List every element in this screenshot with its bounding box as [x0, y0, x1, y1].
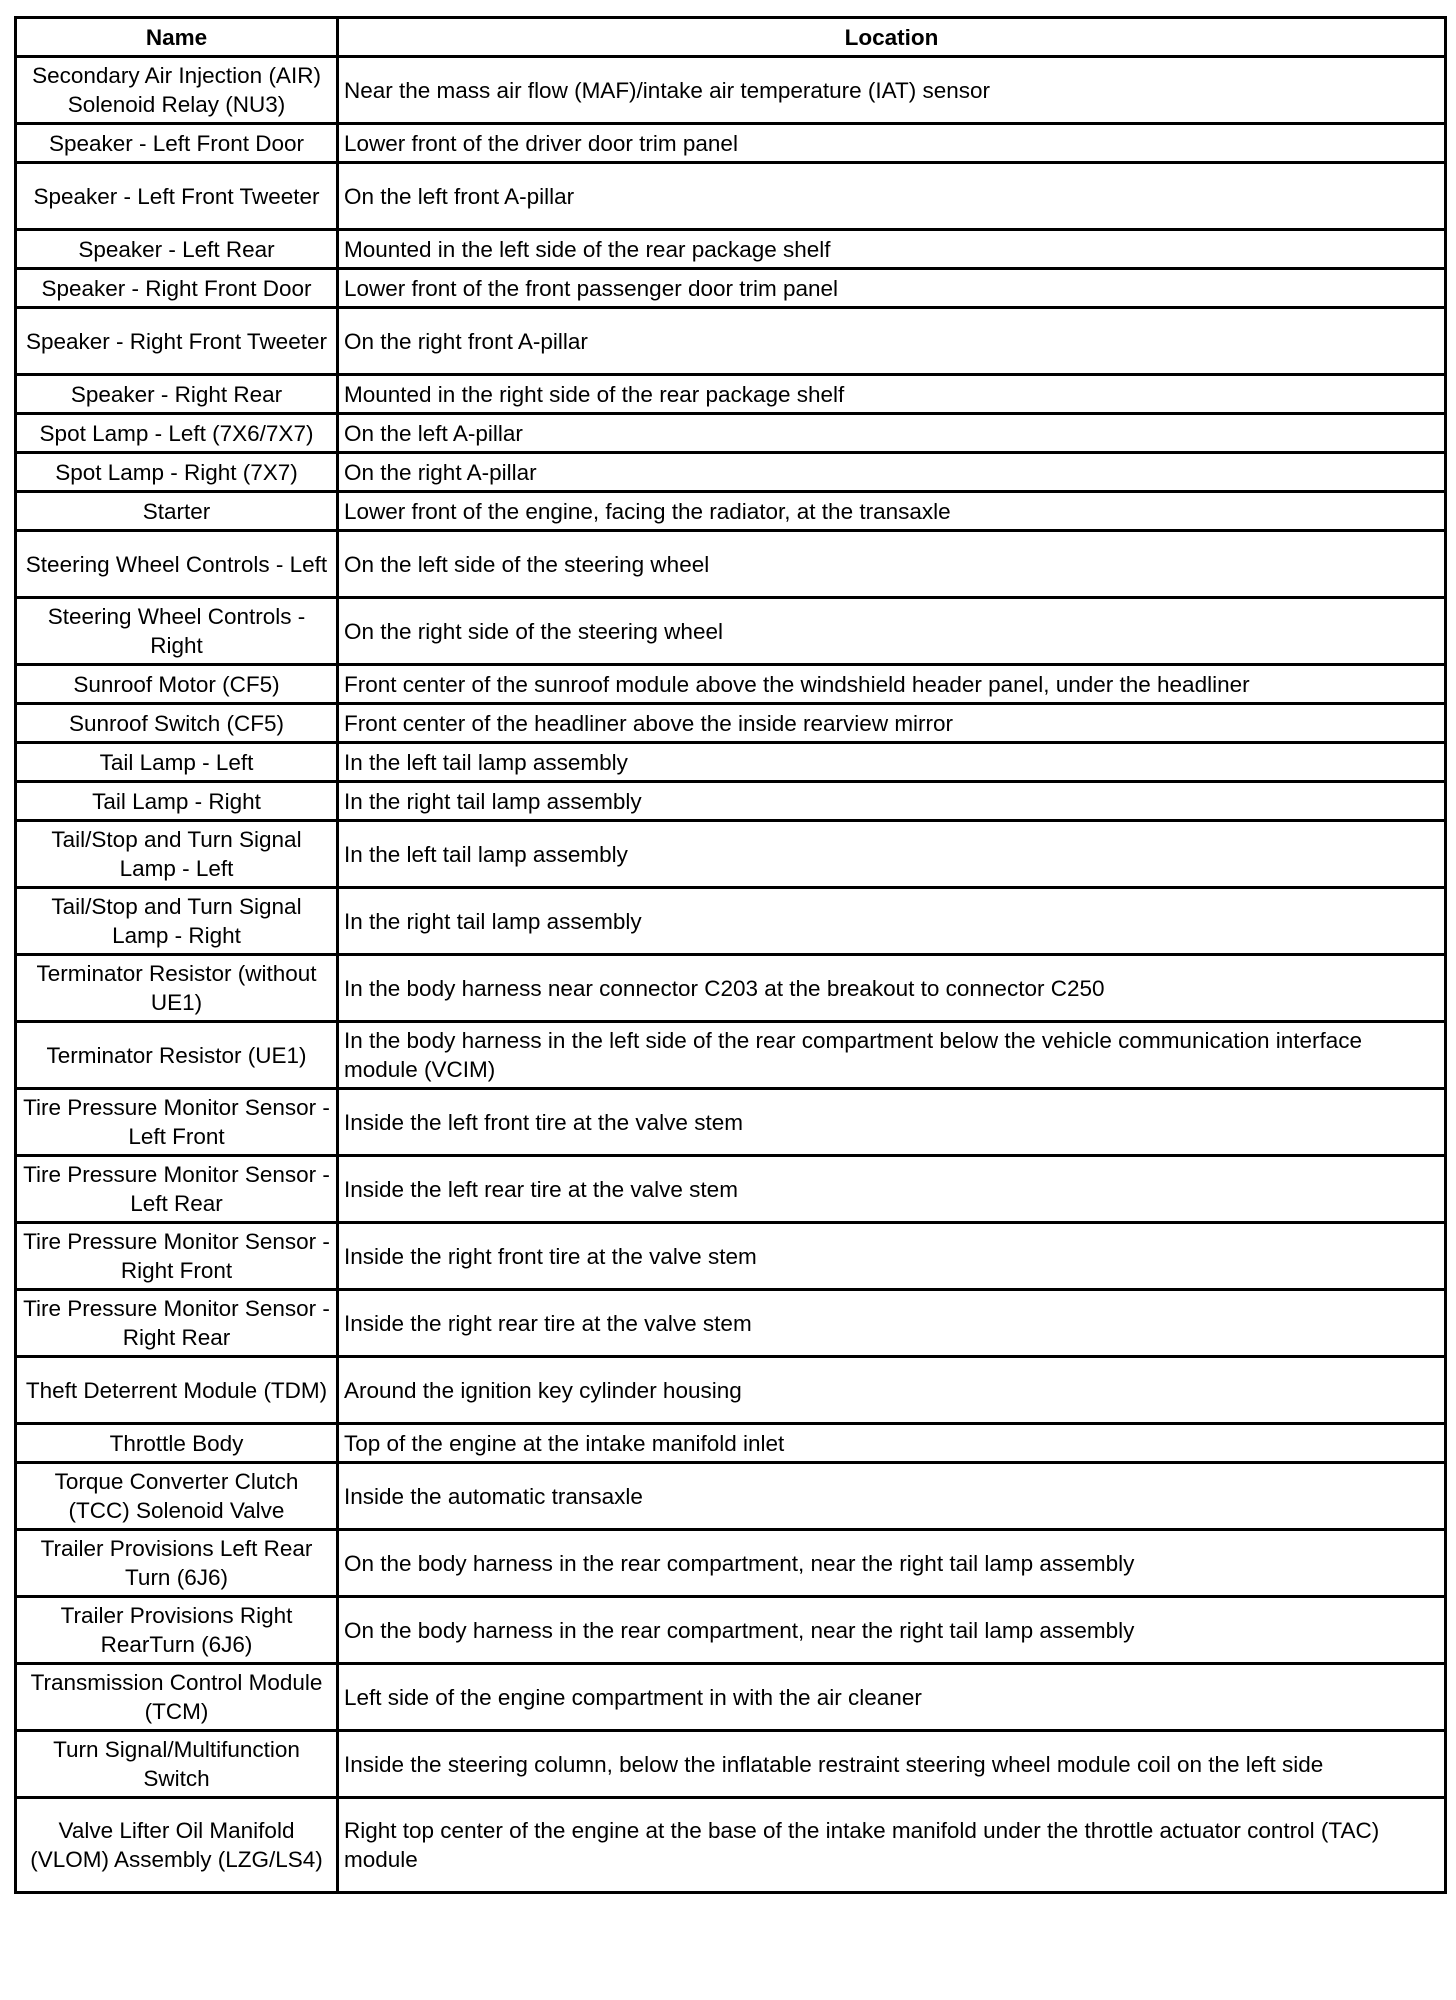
component-name-cell: Tire Pressure Monitor Sensor - Right Rear: [16, 1290, 338, 1357]
component-location-cell: Around the ignition key cylinder housing: [338, 1357, 1446, 1424]
component-location-cell: In the body harness near connector C203 at the breakout to connector C250: [338, 955, 1446, 1022]
component-location-cell: In the right tail lamp assembly: [338, 888, 1446, 955]
component-name-cell: Terminator Resistor (without UE1): [16, 955, 338, 1022]
table-row: [16, 665, 1446, 704]
table-row: [16, 1597, 1446, 1664]
component-location-cell: Inside the right rear tire at the valve stem: [338, 1290, 1446, 1357]
location-column-header: Location: [338, 18, 1446, 57]
component-location-cell: Front center of the sunroof module above the windshield header panel, under the headliner: [338, 665, 1446, 704]
component-name-cell: Steering Wheel Controls - Left: [16, 531, 338, 598]
table-row: [16, 163, 1446, 230]
component-name-cell: Trailer Provisions Left Rear Turn (6J6): [16, 1530, 338, 1597]
component-location-cell: Lower front of the engine, facing the radiator, at the transaxle: [338, 492, 1446, 531]
component-name-cell: Spot Lamp - Right (7X7): [16, 453, 338, 492]
component-name-cell: Throttle Body: [16, 1424, 338, 1463]
component-name-cell: Starter: [16, 492, 338, 531]
header-row: [16, 18, 1446, 57]
table-row: [16, 888, 1446, 955]
component-name-cell: Speaker - Left Front Door: [16, 124, 338, 163]
component-name-cell: Tail Lamp - Right: [16, 782, 338, 821]
component-location-cell: On the right side of the steering wheel: [338, 598, 1446, 665]
name-column-header: Name: [16, 18, 338, 57]
component-location-cell: Lower front of the front passenger door trim panel: [338, 269, 1446, 308]
table-row: [16, 1223, 1446, 1290]
component-name-cell: Spot Lamp - Left (7X6/7X7): [16, 414, 338, 453]
component-location-cell: Mounted in the left side of the rear package shelf: [338, 230, 1446, 269]
component-location-cell: In the left tail lamp assembly: [338, 821, 1446, 888]
component-name-cell: Speaker - Right Front Door: [16, 269, 338, 308]
component-location-cell: On the body harness in the rear compartment, near the right tail lamp assembly: [338, 1597, 1446, 1664]
table-header: [16, 18, 1446, 57]
component-location-cell: On the left front A-pillar: [338, 163, 1446, 230]
component-location-cell: Top of the engine at the intake manifold inlet: [338, 1424, 1446, 1463]
component-location-cell: Near the mass air flow (MAF)/intake air temperature (IAT) sensor: [338, 57, 1446, 124]
component-name-cell: Sunroof Switch (CF5): [16, 704, 338, 743]
component-name-cell: Tire Pressure Monitor Sensor - Left Front: [16, 1089, 338, 1156]
table-row: [16, 414, 1446, 453]
component-location-cell: In the body harness in the left side of the rear compartment below the vehicle communication interface module (VCIM): [338, 1022, 1446, 1089]
table-row: [16, 453, 1446, 492]
table-row: [16, 1357, 1446, 1424]
component-location-cell: Inside the automatic transaxle: [338, 1463, 1446, 1530]
table-row: [16, 821, 1446, 888]
table-row: [16, 492, 1446, 531]
table-row: [16, 308, 1446, 375]
component-name-cell: Trailer Provisions Right RearTurn (6J6): [16, 1597, 338, 1664]
component-name-cell: Tail/Stop and Turn Signal Lamp - Left: [16, 821, 338, 888]
component-name-cell: Theft Deterrent Module (TDM): [16, 1357, 338, 1424]
table-row: [16, 598, 1446, 665]
table-row: [16, 704, 1446, 743]
table-row: [16, 124, 1446, 163]
table-row: [16, 531, 1446, 598]
table-row: [16, 1424, 1446, 1463]
table-row: [16, 230, 1446, 269]
table-row: [16, 1664, 1446, 1731]
component-location-cell: Inside the right front tire at the valve stem: [338, 1223, 1446, 1290]
table-row: [16, 57, 1446, 124]
table-row: [16, 1156, 1446, 1223]
component-name-cell: Speaker - Right Front Tweeter: [16, 308, 338, 375]
table-row: [16, 269, 1446, 308]
table-row: [16, 782, 1446, 821]
table-row: [16, 1290, 1446, 1357]
table-row: [16, 375, 1446, 414]
component-name-cell: Secondary Air Injection (AIR) Solenoid Relay (NU3): [16, 57, 338, 124]
component-location-cell: In the right tail lamp assembly: [338, 782, 1446, 821]
component-location-cell: On the left side of the steering wheel: [338, 531, 1446, 598]
table-row: [16, 1089, 1446, 1156]
component-location-cell: Right top center of the engine at the base of the intake manifold under the throttle actuator control (TAC) module: [338, 1798, 1446, 1893]
table-row: [16, 1731, 1446, 1798]
component-name-cell: Turn Signal/Multifunction Switch: [16, 1731, 338, 1798]
component-location-cell: Left side of the engine compartment in with the air cleaner: [338, 1664, 1446, 1731]
component-location-cell: On the left A-pillar: [338, 414, 1446, 453]
component-name-cell: Torque Converter Clutch (TCC) Solenoid Valve: [16, 1463, 338, 1530]
component-location-cell: Front center of the headliner above the inside rearview mirror: [338, 704, 1446, 743]
component-name-cell: Valve Lifter Oil Manifold (VLOM) Assembly (LZG/LS4): [16, 1798, 338, 1893]
table-row: [16, 743, 1446, 782]
table-row: [16, 1022, 1446, 1089]
component-location-cell: Inside the left rear tire at the valve stem: [338, 1156, 1446, 1223]
component-location-cell: On the right front A-pillar: [338, 308, 1446, 375]
table-body: [16, 57, 1446, 1893]
component-name-cell: Speaker - Right Rear: [16, 375, 338, 414]
component-name-cell: Tail/Stop and Turn Signal Lamp - Right: [16, 888, 338, 955]
table-row: [16, 1530, 1446, 1597]
component-name-cell: Speaker - Left Rear: [16, 230, 338, 269]
table-row: [16, 1798, 1446, 1893]
component-name-cell: Terminator Resistor (UE1): [16, 1022, 338, 1089]
component-name-cell: Tail Lamp - Left: [16, 743, 338, 782]
component-name-cell: Transmission Control Module (TCM): [16, 1664, 338, 1731]
component-location-table: [14, 16, 1447, 1894]
component-name-cell: Sunroof Motor (CF5): [16, 665, 338, 704]
component-location-cell: Lower front of the driver door trim panel: [338, 124, 1446, 163]
table-row: [16, 955, 1446, 1022]
component-location-cell: In the left tail lamp assembly: [338, 743, 1446, 782]
component-location-cell: Inside the left front tire at the valve stem: [338, 1089, 1446, 1156]
component-location-cell: Inside the steering column, below the inflatable restraint steering wheel module coil on the left side: [338, 1731, 1446, 1798]
component-name-cell: Tire Pressure Monitor Sensor - Left Rear: [16, 1156, 338, 1223]
component-location-cell: On the right A-pillar: [338, 453, 1446, 492]
component-name-cell: Tire Pressure Monitor Sensor - Right Front: [16, 1223, 338, 1290]
component-name-cell: Speaker - Left Front Tweeter: [16, 163, 338, 230]
table-row: [16, 1463, 1446, 1530]
component-location-cell: On the body harness in the rear compartment, near the right tail lamp assembly: [338, 1530, 1446, 1597]
component-name-cell: Steering Wheel Controls - Right: [16, 598, 338, 665]
component-location-cell: Mounted in the right side of the rear package shelf: [338, 375, 1446, 414]
